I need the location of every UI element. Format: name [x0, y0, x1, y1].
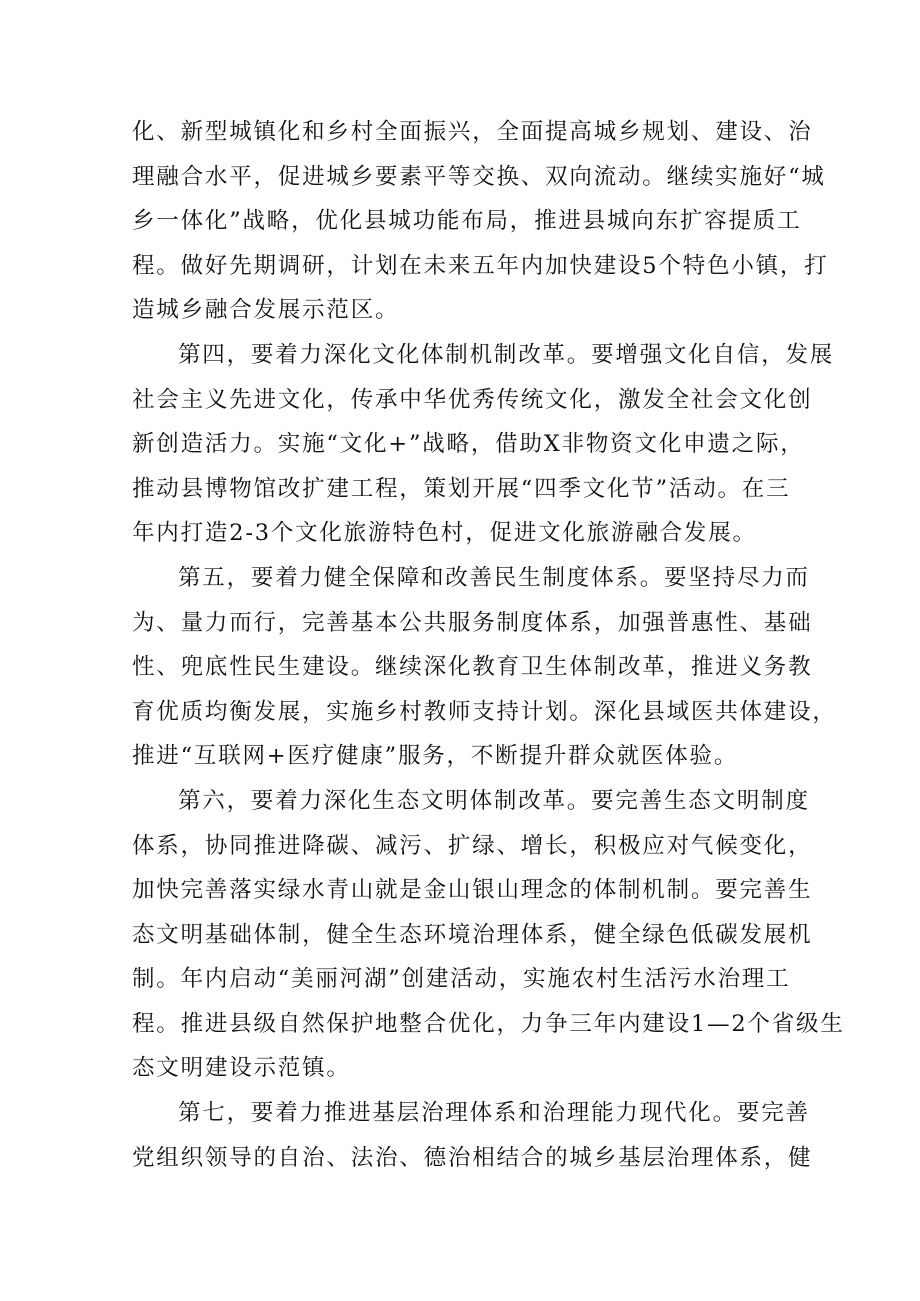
- text-line: 社会主义先进文化，传承中华优秀传统文化，激发全社会文化创: [132, 386, 813, 413]
- text-line: 加快完善落实绿水青山就是金山银山理念的体制机制。要完善生: [132, 877, 813, 904]
- text-line: 性、兜底性民生建设。继续深化教育卫生体制改革，推进义务教: [132, 654, 813, 681]
- document-body: [132, 110, 845, 1180]
- text-line: 体系，协同推进降碳、减污、扩绿、增长，积极应对气候变化，: [132, 832, 813, 859]
- text-line: 推动县博物馆改扩建工程，策划开展“四季文化节”活动。在三: [132, 475, 791, 502]
- text-line: 育优质均衡发展，实施乡村教师支持计划。深化县域医共体建设，: [132, 698, 837, 725]
- text-line: 年内打造2-3个文化旅游特色村，促进文化旅游融合发展。: [132, 520, 757, 547]
- text-line: 新创造活力。实施“文化+”战略，借助X非物资文化申遗之际，: [132, 431, 805, 458]
- text-line: 第四，要着力深化文化体制机制改革。要增强文化自信，发展: [178, 341, 835, 368]
- paragraph-continued: [132, 110, 829, 333]
- text-line: 党组织领导的自治、法治、德治相结合的城乡基层治理体系，健: [132, 1144, 813, 1171]
- text-line: 化、新型城镇化和乡村全面振兴，全面提高城乡规划、建设、治: [132, 119, 813, 145]
- text-line: 第五，要着力健全保障和改善民生制度体系。要坚持尽力而: [178, 564, 810, 591]
- text-line: 态文明建设示范镇。: [132, 1055, 351, 1082]
- text-line: 为、量力而行，完善基本公共服务制度体系，加强普惠性、基础: [132, 609, 813, 636]
- text-line: 乡一体化”战略，优化县城功能布局，推进县城向东扩容提质工: [132, 208, 802, 235]
- paragraph-sixth: [132, 779, 845, 1091]
- text-line: 制。年内启动“美丽河湖”创建活动，实施农村生活污水治理工: [132, 966, 791, 993]
- text-line: 第六，要着力深化生态文明体制改革。要完善生态文明制度: [178, 787, 810, 814]
- paragraph-fourth: [132, 333, 835, 556]
- text-line: 理融合水平，促进城乡要素平等交换、双向流动。继续实施好“城: [132, 163, 826, 190]
- text-line: 程。推进县级自然保护地整合优化，力争三年内建设1—2个省级生: [132, 1010, 845, 1037]
- text-line: 程。做好先期调研，计划在未来五年内加快建设5个特色小镇，打: [132, 252, 829, 279]
- paragraph-seventh: [132, 1091, 813, 1180]
- text-line: 第七，要着力推进基层治理体系和治理能力现代化。要完善: [178, 1100, 810, 1127]
- text-line: 造城乡融合发展示范区。: [132, 297, 400, 324]
- paragraph-fifth: [132, 556, 837, 779]
- text-line: 推进“互联网+医疗健康”服务，不断提升群众就医体验。: [132, 743, 739, 770]
- text-line: 态文明基础体制，健全生态环境治理体系，健全绿色低碳发展机: [132, 921, 813, 948]
